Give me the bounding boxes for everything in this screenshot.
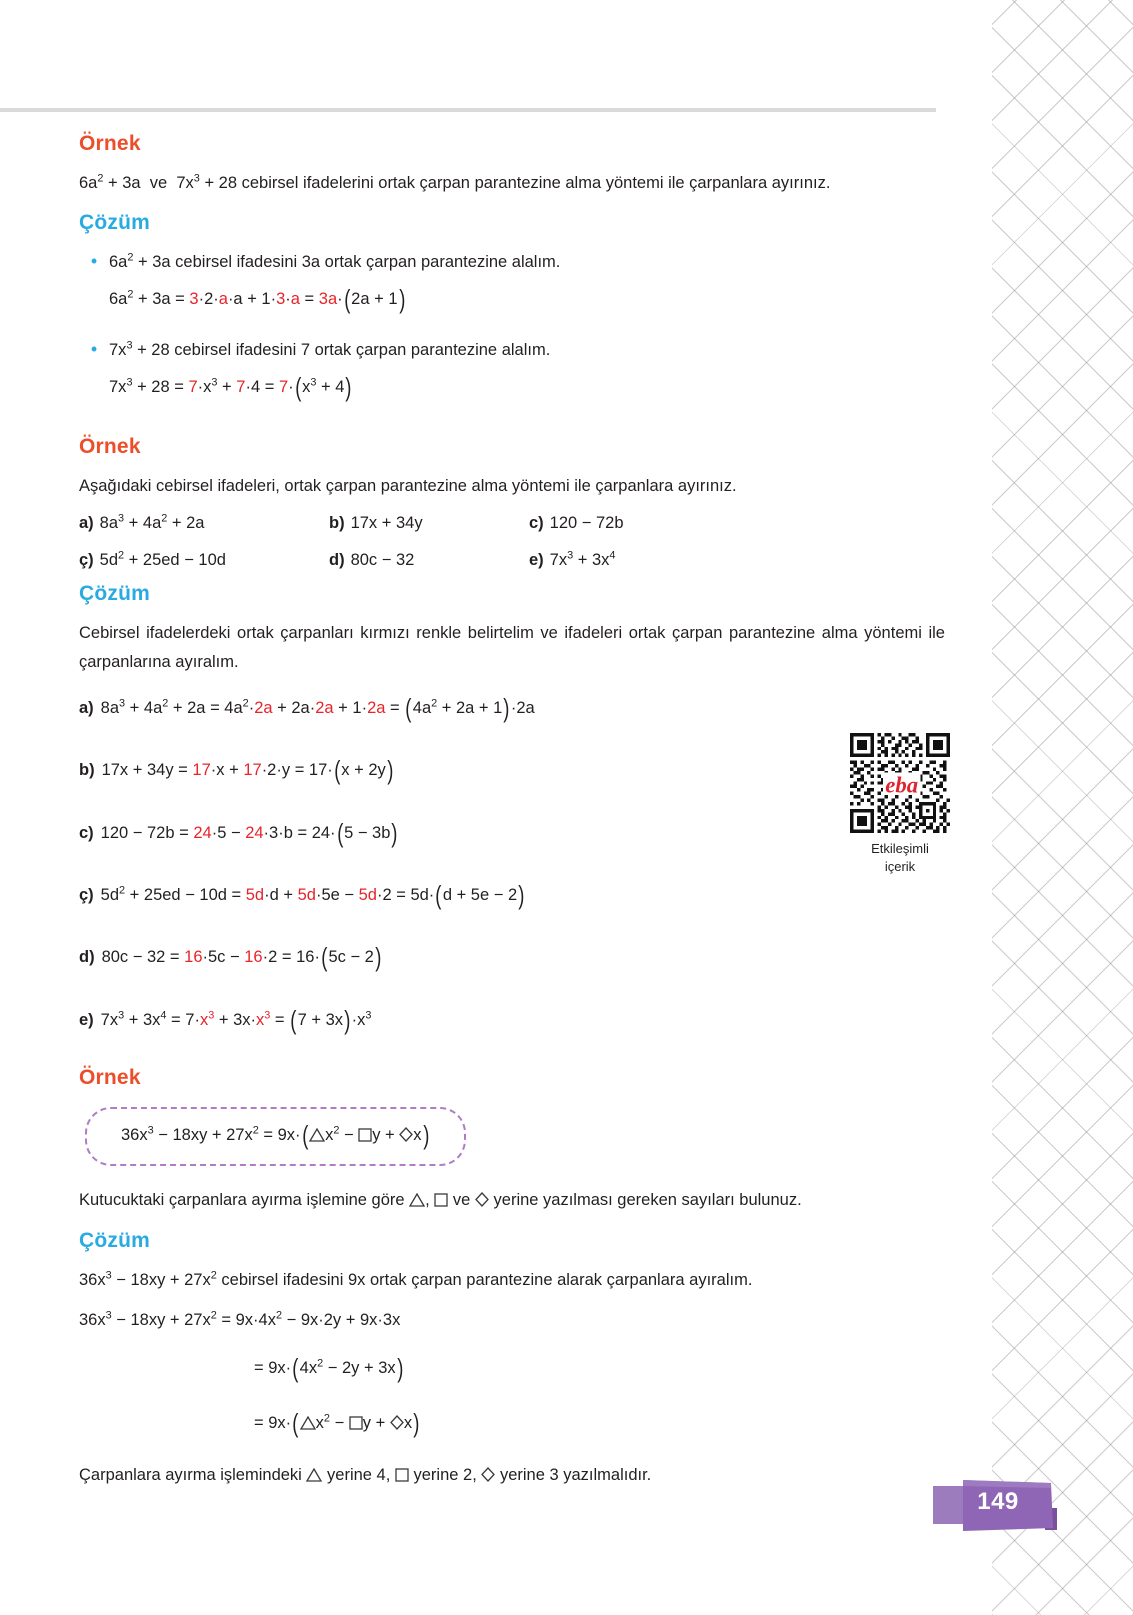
qr-caption-line2: içerik [884, 858, 916, 874]
section1-bullet-1-text: $6a^2 + 3a$ cebirsel ifadesini 3a ortak çarpan parantezine alalım. [109, 251, 561, 271]
square-placeholder-icon [358, 1128, 372, 1142]
triangle-placeholder-icon [309, 1128, 325, 1142]
problem-item: e) $7x^3 + 3x^4$ [529, 549, 616, 570]
section2-prompt: Aşağıdaki cebirsel ifadeleri, ortak çarpan parantezine alma yöntemi ile çarpanlara ayırınız. [79, 476, 737, 495]
section2-ornek-heading: Örnek [79, 434, 141, 458]
section3-ornek-heading: Örnek [79, 1066, 141, 1090]
section3-conclusion: Çarpanlara ayırma işlemindeki yerine 4, yerine 2, yerine 3 yazılmalıdır. [79, 1465, 652, 1484]
section3-cozum-text: $36x^3 - 18xy + 27x^2$ cebirsel ifadesini 9x ortak çarpan parantezine alarak çarpanlara ayıralım. [79, 1269, 753, 1289]
section3-cozum-heading: Çözüm [79, 1228, 150, 1252]
page-number-ribbon [933, 1480, 1133, 1550]
solution-row-d: d) 80c − 32 = 16·5c − 16·2 = 16·(5c − 2) [79, 944, 382, 973]
triangle-placeholder-icon [300, 1416, 316, 1430]
square-placeholder-icon [434, 1193, 448, 1207]
problem-item: b) 17x + 34y [329, 514, 423, 533]
page-content [79, 132, 945, 1503]
section2-cozum-heading: Çözüm [79, 582, 150, 606]
problem-item: a) $8a^3 + 4a^2 + 2a$ [79, 512, 205, 533]
section1-prompt [79, 169, 945, 197]
problem-item: c) 120 − 72b [529, 514, 624, 533]
diamond-placeholder-icon [481, 1467, 495, 1482]
section1-cozum-heading: Çözüm [79, 211, 150, 235]
section1-ornek-heading: Örnek [79, 132, 141, 155]
section3-equation-line1: $36x^3 - 18xy + 27x^2 = 9x\cdot 4x^2 - 9x\cdot 2y + 9x\cdot 3x$ [79, 1309, 401, 1330]
problem-item: d) 80c − 32 [329, 551, 415, 570]
square-placeholder-icon [349, 1416, 363, 1430]
eba-qr-code-icon[interactable] [850, 733, 950, 833]
solution-row-c-cedilla: ç) $5d^2 + 25ed - 10d = 5d\cdot d + 5d\cdot 5e - 5d\cdot 2 = 5d\cdot(d + 5e - 2)$ [79, 882, 525, 911]
solution-row-b: b) 17x + 34y = 17·x + 17·2·y = 17·(x + 2y) [79, 757, 394, 786]
diamond-placeholder-icon [475, 1192, 489, 1207]
page-number: 149 [977, 1488, 1019, 1515]
section2-problem-grid [79, 514, 945, 570]
triangle-placeholder-icon [409, 1193, 425, 1207]
section3-equation-line3: = 9x·( $x^2 - y + x$) [254, 1410, 420, 1439]
solution-row-e: e) $7x^3 + 3x^4 = 7\cdot x^3 + 3x\cdot x^3 = (7 + 3x)\cdot x^3$ [79, 1006, 372, 1035]
solution-row-a: a) $8a^3 + 4a^2 + 2a = 4a^2\cdot 2a + 2a\cdot 2a + 1\cdot 2a = (4a^2 + 2a + 1)\cdot 2a$ [79, 694, 535, 723]
section1-prompt-expr1: $6a^2 + 3a$ [79, 172, 141, 193]
qr-caption [845, 840, 955, 875]
triangle-placeholder-icon [306, 1468, 322, 1482]
section2-cozum-text: Cebirsel ifadelerdeki ortak çarpanları kırmızı renkle belirtelim ve ifadeleri ortak çarpan parantezine alma yöntemi ile çarpanlarına ayıralım. [79, 624, 945, 671]
qr-caption-line1: Etkileşimli [871, 841, 929, 856]
section3-question: Kutucuktaki çarpanlara ayırma işlemine göre , ve yerine yazılması gereken sayıları bulunuz. [79, 1191, 802, 1210]
decorative-lattice-strip [992, 0, 1133, 1615]
header-rule [0, 108, 936, 112]
eba-logo-text: eba [885, 772, 919, 798]
section1-bullet-1 [79, 249, 945, 275]
section1-equation-2: $7x^3 + 28 = 7\cdot x^3 + 7\cdot 4 = 7\cdot(x^3 + 4)$ [109, 373, 352, 402]
diamond-placeholder-icon [390, 1415, 404, 1430]
section1-prompt-mid: ve [140, 174, 177, 193]
bullet-dot-icon: • [90, 250, 98, 271]
section3-equation-line2: = $9x\cdot(4x^2 - 2y + 3x)$ [254, 1354, 403, 1383]
solution-row-c: c) 120 − 72b = 24·5 − 24·3·b = 24·(5 − 3b) [79, 819, 398, 848]
section1-prompt-expr2: $7x^3 + 28$ [176, 172, 238, 193]
section1-equation-1: $6a^2 + 3a = 3\cdot 2\cdot a\cdot a + 1\cdot 3\cdot a = 3a\cdot(2a + 1)$ [109, 285, 405, 314]
section3-boxed-equation: $36x^3 - 18xy + 27x^2 = 9x\cdot$( $x^2 - y + x$) [85, 1107, 466, 1166]
section1-prompt-rest: cebirsel ifadelerini ortak çarpan parantezine alma yöntemi ile çarpanlara ayırınız. [237, 174, 831, 193]
interactive-content-block[interactable] [845, 733, 955, 875]
section1-bullet-2-text: $7x^3 + 28$ cebirsel ifadesini 7 ortak çarpan parantezine alalım. [109, 339, 551, 359]
square-placeholder-icon [395, 1468, 409, 1482]
section1-bullet-2 [79, 337, 945, 363]
diamond-placeholder-icon [399, 1127, 413, 1142]
problem-item: ç) $5d^2 + 25ed - 10d$ [79, 549, 226, 570]
bullet-dot-icon: • [90, 338, 98, 359]
